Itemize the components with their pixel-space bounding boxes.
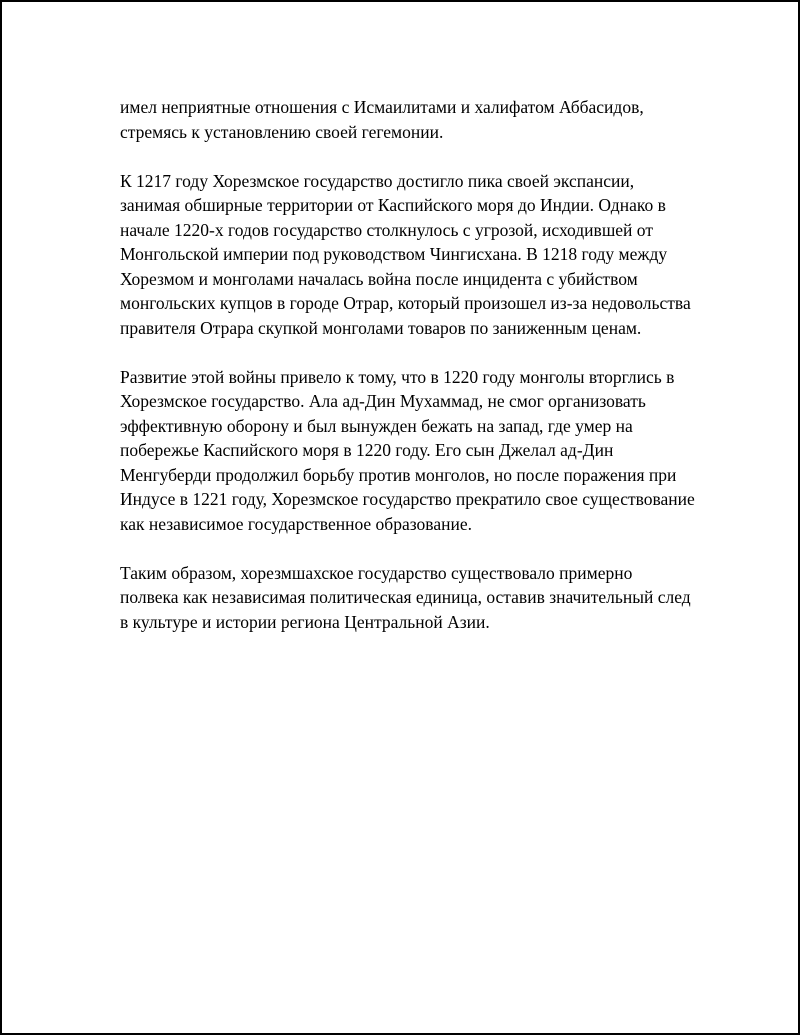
paragraph-mongol-invasion: Развитие этой войны привело к тому, что в 1220 году монголы вторглись в Хорезмское государство. Ала ад-Дин Мухаммад, не смог организовать эффективную оборону и был вынужден бежать на запад, где умер на побережье Каспийского моря в 1220 году. Его сын Джелал ад-Дин Менгуберди продолжил борьбу против монголов, но после поражения при Индусе в 1221 году, Хорезмское государство прекратило свое существование как независимое государственное образование. [120,366,695,534]
paragraph-expansion-1217: К 1217 году Хорезмское государство достигло пика своей экспансии, занимая обширные территории от Каспийского моря до Индии. Однако в начале 1220-х годов государство столкнулось с угрозой, исходившей от Монгольской империи под руководством Чингисхана. В 1218 году между Хорезмом и монголами началась война после инцидента с убийством монгольских купцов в городе Отрар, который произошел из-за недовольства правителя Отрара скупкой монголами товаров по заниженным ценам. [120,170,691,338]
paragraph-continuation: имел неприятные отношения с Исмаилитами и халифатом Аббасидов, стремясь к установлению своей гегемонии. [120,97,644,142]
paragraph-conclusion: Таким образом, хорезмшахское государство существовало примерно полвека как независимая политическая единица, оставив значительный след в культуре и истории региона Центральной Азии. [120,562,691,632]
document-body [120,95,695,659]
